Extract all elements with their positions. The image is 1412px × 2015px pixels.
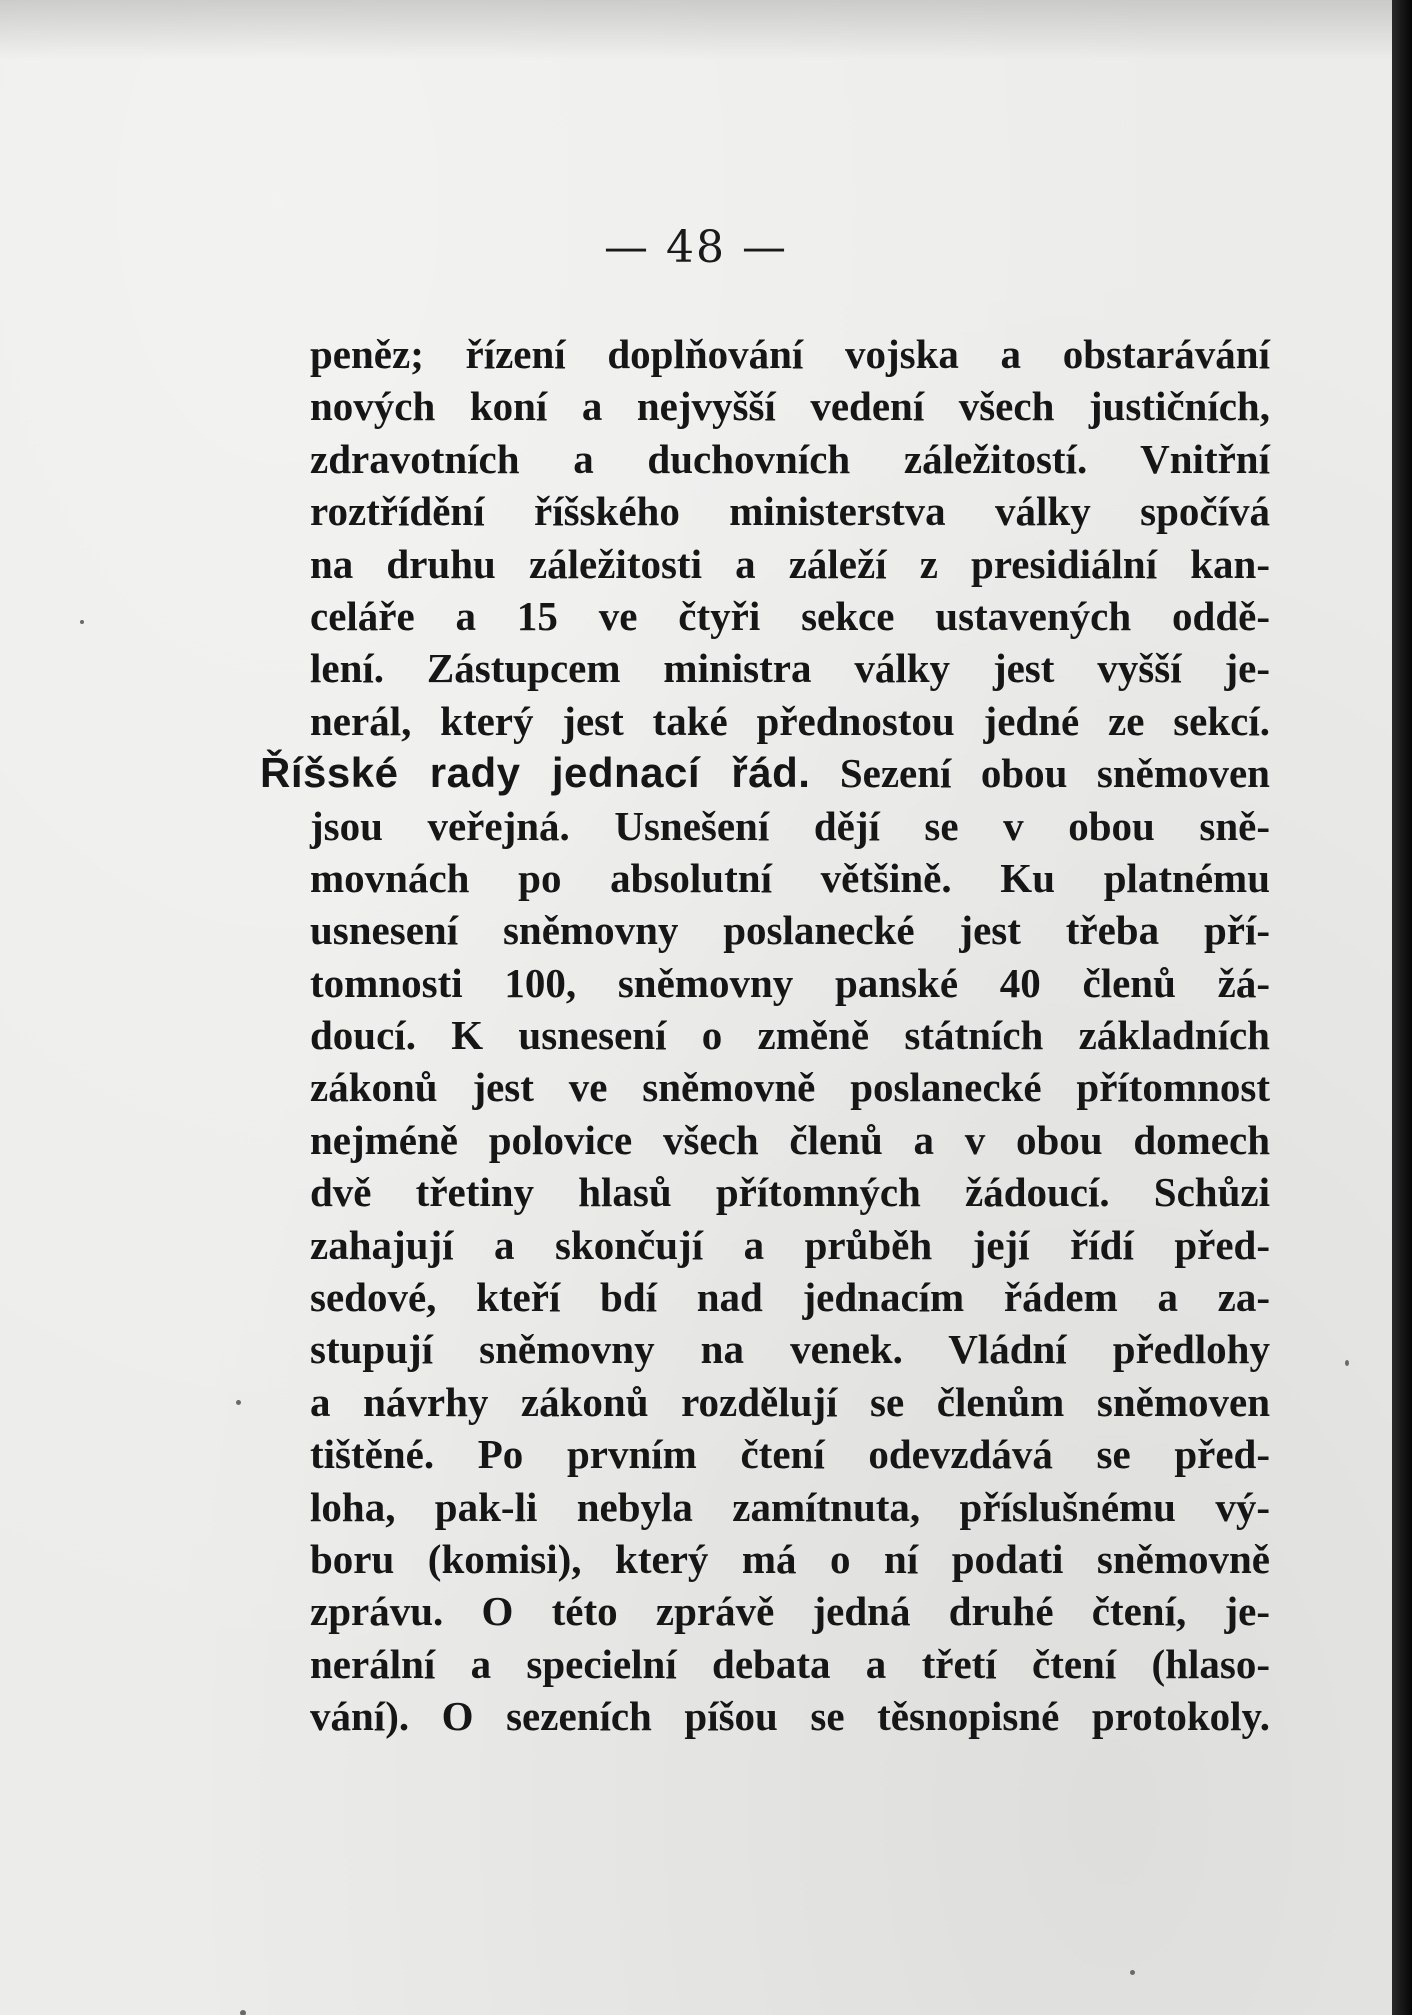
text-line: zdravotních a duchovních záležitostí. Vnitřní <box>310 435 1270 482</box>
text-line: nerál, který jest také přednostou jedné ze sekcí. <box>310 697 1270 744</box>
text-line: dvě třetiny hlasů přítomných žádoucí. Schůzi <box>310 1169 1270 1216</box>
text-line: doucí. K usnesení o změně státních základních <box>310 1012 1270 1059</box>
body-text <box>260 328 1270 1743</box>
paper-speck <box>236 1400 241 1405</box>
text-line: stupují sněmovny na venek. Vládní předlohy <box>310 1326 1270 1373</box>
paper-speck <box>240 2010 246 2015</box>
text-line: nerální a specielní debata a třetí čtení (hlaso- <box>310 1640 1270 1687</box>
page-number: — 48 — <box>604 222 788 273</box>
text-line: loha, pak-li nebyla zamítnuta, příslušnému vý- <box>310 1483 1270 1530</box>
page-edge-shadow <box>1392 0 1412 2015</box>
text-line: movnách po absolutní většině. Ku platnému <box>310 854 1270 901</box>
text-line: celáře a 15 ve čtyři sekce ustavených oddě- <box>310 592 1270 639</box>
text-line: lení. Zástupcem ministra války jest vyšší je- <box>310 645 1270 692</box>
paper-speck <box>1345 1360 1349 1366</box>
section-heading-line <box>260 747 1270 799</box>
heading-line-rest: Sezení obou sněmoven <box>839 750 1270 797</box>
text-line: nových koní a nejvyšší vedení všech justičních, <box>310 383 1270 430</box>
paper-speck <box>1130 1970 1135 1975</box>
text-line: sedové, kteří bdí nad jednacím řádem a za- <box>310 1274 1270 1321</box>
text-line: zprávu. O této zprávě jedná druhé čtení, je- <box>310 1588 1270 1635</box>
text-line: peněz; řízení doplňování vojska a obstarávání <box>310 331 1270 377</box>
text-line: vání). O sezeních píšou se těsnopisné protokoly. <box>310 1693 1270 1740</box>
paper-speck <box>80 620 84 624</box>
text-line: boru (komisi), který má o ní podati sněmovně <box>310 1535 1270 1582</box>
section-heading: Říšské rady jednací řád. <box>260 749 811 797</box>
text-line: na druhu záležitosti a záleží z presidiální kan- <box>310 540 1270 587</box>
text-line: tomnosti 100, sněmovny panské 40 členů žá- <box>310 959 1270 1006</box>
text-line: tištěné. Po prvním čtení odevzdává se před- <box>310 1431 1270 1478</box>
text-line: usnesení sněmovny poslanecké jest třeba pří- <box>310 907 1270 954</box>
text-line: nejméně polovice všech členů a v obou domech <box>310 1116 1270 1163</box>
page-top-shading <box>0 0 1392 60</box>
text-line: a návrhy zákonů rozdělují se členům sněmoven <box>310 1378 1270 1425</box>
text-line: zákonů jest ve sněmovně poslanecké přítomnost <box>310 1064 1270 1111</box>
text-line: roztřídění říšského ministerstva války spočívá <box>310 488 1270 535</box>
text-line: jsou veřejná. Usnešení dějí se v obou sně- <box>310 802 1270 849</box>
text-line: zahajují a skončují a průběh její řídí před- <box>310 1221 1270 1268</box>
